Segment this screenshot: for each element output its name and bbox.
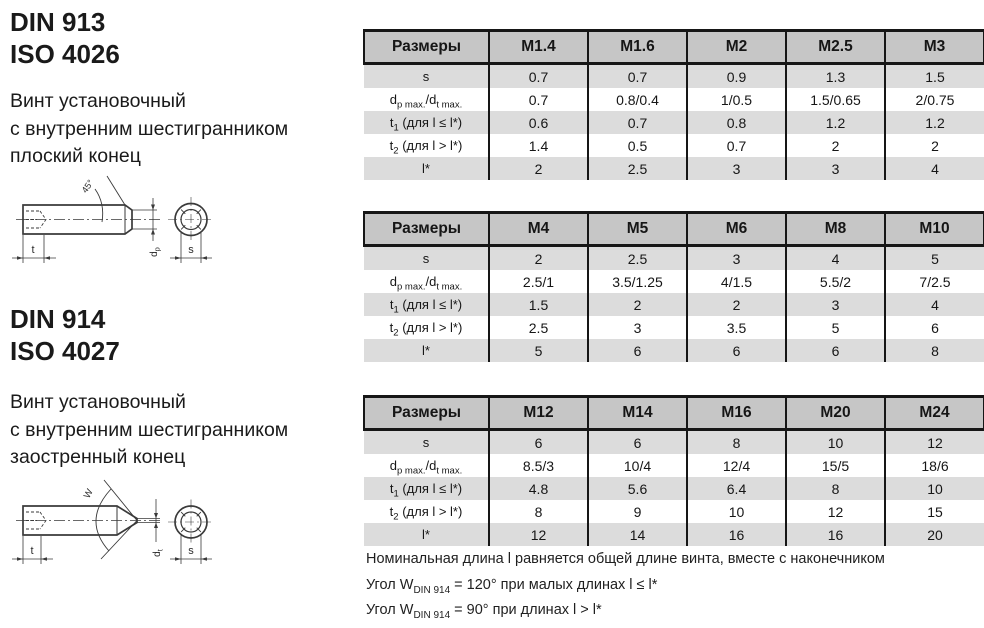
row-label-dp-dt [364,88,489,111]
din914-technical-drawing [10,473,260,588]
note-sub: DIN 914 [413,609,451,621]
label-sub: 2 [393,511,399,523]
row-dp-dt [364,270,984,293]
value-cell: 6.4 [687,477,786,500]
value-cell: 0.5 [588,134,687,157]
value-cell: 12 [885,430,984,455]
standard-code-line: ISO 4027 [10,336,120,366]
label-text: d [429,458,437,473]
value-cell: 3 [786,157,885,180]
value-cell: 0.7 [588,64,687,89]
note-text: = 120° при малых длинах l ≤ l* [450,577,658,593]
label-text: t [389,504,394,519]
label-text: d [429,274,437,289]
end-view-crosshair [168,500,214,545]
value-cell: 3 [786,293,885,316]
dim-s-label: s [188,244,194,256]
label-text: / [425,458,430,473]
label-text: t [389,138,394,153]
label-text: (для l ≤ l*) [398,297,463,312]
description-din913 [10,88,288,171]
value-cell: 2 [687,293,786,316]
standard-codes-din913 [10,6,120,70]
column-header: M5 [588,213,687,246]
value-cell: 16 [687,523,786,546]
column-header: M2 [687,31,786,64]
row-label-t1 [364,111,489,134]
label-sub: t max. [436,99,463,111]
note-text: = 90° при длинах l > l* [450,602,602,618]
table-header-row [364,31,984,64]
label-text: d [389,274,397,289]
angle-w-label: W [81,487,96,501]
label-text: d [389,458,397,473]
column-header: M24 [885,397,984,430]
description-line: заостренный конец [10,446,186,468]
sizes-header-cell: Размеры [364,213,489,246]
description-line: Винт установочный [10,391,186,413]
row-t2 [364,316,984,339]
dim-s-label: s [188,545,194,557]
value-cell: 2/0.75 [885,88,984,111]
dimensions-table-m1_4-m3 [363,29,984,180]
value-cell: 7/2.5 [885,270,984,293]
value-cell: 4/1.5 [687,270,786,293]
label-text: (для l ≤ l*) [398,115,463,130]
row-dp-dt [364,454,984,477]
value-cell: 10/4 [588,454,687,477]
value-cell: 4 [885,293,984,316]
column-header: M8 [786,213,885,246]
column-header: M16 [687,397,786,430]
description-din914 [10,389,288,472]
row-s [364,246,984,271]
label-text: t [389,115,394,130]
value-cell: 10 [885,477,984,500]
value-cell: 6 [687,339,786,362]
value-cell: 1.5 [489,293,588,316]
value-cell: 8 [786,477,885,500]
value-cell: 12 [489,523,588,546]
column-header: M12 [489,397,588,430]
row-label-l: l* [422,161,430,176]
row-l [364,523,984,546]
value-cell: 18/6 [885,454,984,477]
note-text: Угол W [366,577,414,593]
value-cell: 5.6 [588,477,687,500]
value-cell: 8 [687,430,786,455]
column-header: M10 [885,213,984,246]
value-cell: 1.5 [885,64,984,89]
row-label-l: l* [422,343,430,358]
row-label-dp-dt [364,270,489,293]
row-t1 [364,111,984,134]
row-label-t1 [364,293,489,316]
value-cell: 3.5 [687,316,786,339]
label-sub: t max. [436,281,463,293]
dim-t-label: t [30,545,34,557]
value-cell: 2.5 [588,246,687,271]
column-header: M4 [489,213,588,246]
label-sub: 2 [393,145,399,157]
din913-technical-drawing [10,172,260,307]
column-header: M1.4 [489,31,588,64]
dim-dp-sub: p [152,247,162,252]
value-cell: 2 [588,293,687,316]
chamfer-angle-leader [107,176,125,205]
row-label-t2 [364,500,489,523]
value-cell: 2.5 [489,316,588,339]
row-t1 [364,477,984,500]
value-cell: 14 [588,523,687,546]
label-text: (для l > l*) [398,504,463,519]
value-cell: 5 [786,316,885,339]
label-text: t [389,297,394,312]
value-cell: 0.7 [489,88,588,111]
column-header: M6 [687,213,786,246]
value-cell: 3 [588,316,687,339]
column-header: M3 [885,31,984,64]
value-cell: 5.5/2 [786,270,885,293]
value-cell: 10 [786,430,885,455]
row-dp-dt [364,88,984,111]
value-cell: 6 [885,316,984,339]
label-text: d [429,92,437,107]
label-text: (для l > l*) [398,138,463,153]
value-cell: 2.5 [588,157,687,180]
row-label-dp-dt [364,454,489,477]
value-cell: 2 [786,134,885,157]
row-l [364,157,984,180]
value-cell: 16 [786,523,885,546]
dim-dp-base: d [149,251,160,257]
label-text: t [389,481,394,496]
standard-code-line: DIN 913 [10,7,106,37]
note-text: Угол W [366,602,414,618]
value-cell: 0.7 [489,64,588,89]
value-cell: 1/0.5 [687,88,786,111]
note-sub: DIN 914 [413,584,451,596]
row-label-t1 [364,477,489,500]
label-text: / [425,274,430,289]
description-line: плоский конец [10,145,141,167]
value-cell: 15 [885,500,984,523]
description-line: с внутренним шестигранником [10,117,289,140]
value-cell: 0.7 [687,134,786,157]
value-cell: 8 [489,500,588,523]
value-cell: 9 [588,500,687,523]
value-cell: 1.2 [786,111,885,134]
dim-dp-label [149,247,162,257]
nominal-length-note: Номинальная длина l равняется общей длине винта, вместе с наконечником [366,551,885,567]
description-line: с внутренним шестигранником [10,418,289,441]
row-label-s: s [422,69,430,84]
value-cell: 0.7 [588,111,687,134]
row-t2 [364,500,984,523]
standard-code-line: ISO 4026 [10,39,120,69]
standard-code-line: DIN 914 [10,304,106,334]
label-text: t [389,320,394,335]
label-text: / [425,92,430,107]
column-header: M20 [786,397,885,430]
value-cell: 6 [786,339,885,362]
dim-t-label: t [31,244,35,256]
row-s [364,430,984,455]
value-cell: 0.6 [489,111,588,134]
label-sub: 2 [393,327,399,339]
column-header: M1.6 [588,31,687,64]
row-label-s: s [422,251,430,266]
label-sub: 1 [393,304,399,316]
label-sub: p max. [396,281,426,293]
sizes-header-cell: Размеры [364,397,489,430]
value-cell: 1.4 [489,134,588,157]
value-cell: 2 [489,157,588,180]
value-cell: 20 [885,523,984,546]
label-sub: p max. [396,465,426,477]
angle-45-label: 45° [79,177,96,195]
value-cell: 10 [687,500,786,523]
value-cell: 6 [588,339,687,362]
value-cell: 1.5/0.65 [786,88,885,111]
value-cell: 15/5 [786,454,885,477]
value-cell: 0.8 [687,111,786,134]
label-sub: t max. [436,465,463,477]
value-cell: 8 [885,339,984,362]
angle-note-90 [366,602,602,621]
row-label-l: l* [422,527,430,542]
value-cell: 0.9 [687,64,786,89]
value-cell: 4 [786,246,885,271]
column-header: M2.5 [786,31,885,64]
row-l [364,339,984,362]
value-cell: 8.5/3 [489,454,588,477]
column-header: M14 [588,397,687,430]
label-sub: 1 [393,488,399,500]
row-label-s: s [422,435,430,450]
description-line: Винт установочный [10,90,186,112]
angle-note-120 [366,577,658,596]
dimensions-table-m4-m10 [363,211,984,362]
row-s [364,64,984,89]
value-cell: 2 [489,246,588,271]
dim-dt-sub: t [155,549,165,552]
label-sub: 1 [393,122,399,134]
value-cell: 0.8/0.4 [588,88,687,111]
value-cell: 4 [885,157,984,180]
value-cell: 1.3 [786,64,885,89]
table-header-row [364,213,984,246]
row-t1 [364,293,984,316]
value-cell: 3 [687,157,786,180]
value-cell: 12/4 [687,454,786,477]
dimensions-table-m12-m24 [363,395,984,546]
value-cell: 2 [885,134,984,157]
row-label-t2 [364,316,489,339]
value-cell: 6 [588,430,687,455]
table-header-row [364,397,984,430]
value-cell: 1.2 [885,111,984,134]
label-text: d [389,92,397,107]
value-cell: 3 [687,246,786,271]
label-text: (для l ≤ l*) [398,481,463,496]
dim-dt-base: d [152,551,163,557]
sizes-header-cell: Размеры [364,31,489,64]
dim-dt-label [152,548,165,557]
value-cell: 3.5/1.25 [588,270,687,293]
value-cell: 4.8 [489,477,588,500]
label-sub: p max. [396,99,426,111]
end-view-crosshair [168,197,214,242]
row-label-t2 [364,134,489,157]
value-cell: 6 [489,430,588,455]
value-cell: 2.5/1 [489,270,588,293]
value-cell: 5 [885,246,984,271]
value-cell: 5 [489,339,588,362]
row-t2 [364,134,984,157]
standard-codes-din914 [10,303,120,367]
label-text: (для l > l*) [398,320,463,335]
value-cell: 12 [786,500,885,523]
